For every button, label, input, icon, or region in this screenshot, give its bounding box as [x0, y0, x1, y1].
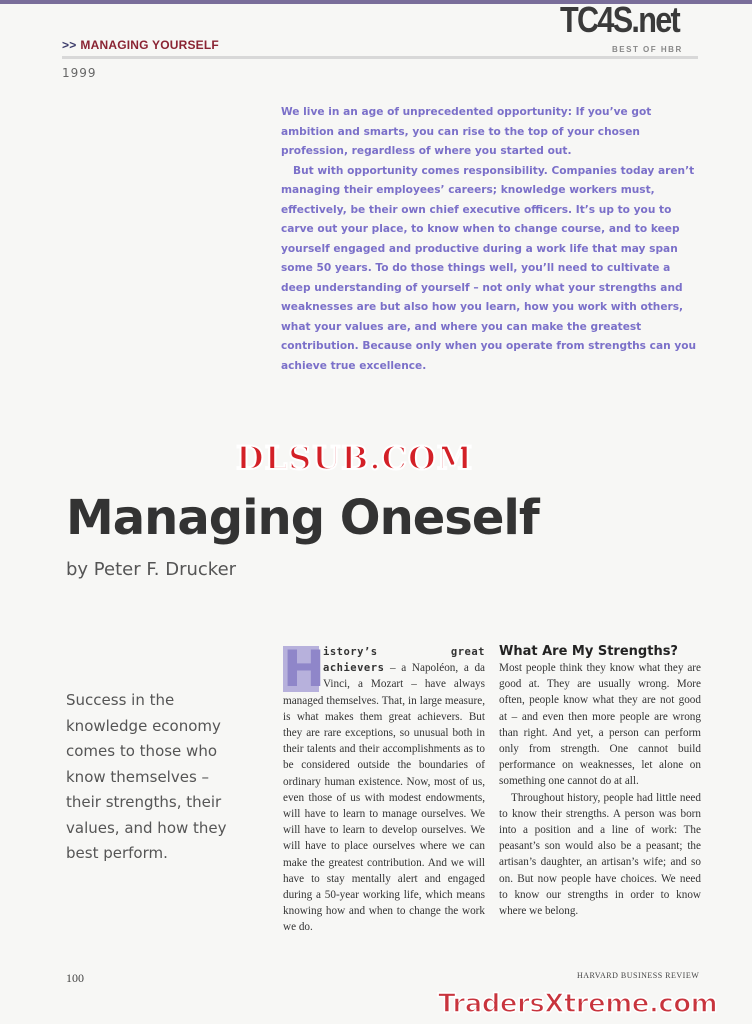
body-paragraph: Throughout history, people had little need to know their strengths. A person was born into a position and a line of work: The peasant’s son would also be a peasant; the artisan’s daughter, an artisan’s wife; and so on. But now people have choices. We need to know our strengths in order to know where we belong.	[499, 791, 701, 918]
watermark-center: DLSUB.COM	[236, 439, 474, 477]
header-rule	[62, 56, 698, 59]
intro-deck	[281, 103, 701, 376]
page-number: 100	[66, 971, 84, 985]
drop-cap: H	[283, 640, 325, 698]
section-arrows: >>	[62, 38, 77, 52]
journal-name: HARVARD BUSINESS REVIEW	[577, 971, 700, 980]
section-title: MANAGING YOURSELF	[80, 38, 219, 52]
body-text: – a Napoléon, a da Vinci, a Mozart – have always managed themselves. That, in large measure, is what makes them great achievers. But they are rare exceptions, so unusual both in their talents and their accomplishments as to be considered outside the boundaries of ordinary human existence. Now, most of us, even those of us with modest endowments, will have to learn to manage ourselves. We will have to learn to develop ourselves. We will have to place ourselves where we can make the greatest contribution. And we will have to stay mentally alert and engaged during a 50-year working life, which means knowing how and when to change the work we do.	[283, 662, 485, 934]
article-title: Managing Oneself	[66, 490, 539, 546]
byline: by Peter F. Drucker	[66, 559, 237, 580]
publication-year: 1999	[62, 66, 97, 80]
pull-quote: Success in the knowledge economy comes to those who know themselves – their strengths, their values, and how they best perform.	[66, 691, 227, 862]
lead-in: istory’s great achievers	[323, 646, 485, 675]
body-column-2	[499, 644, 701, 919]
intro-paragraph: We live in an age of unprecedented opportunity: If you’ve got ambition and smarts, you can rise to the top of your chosen profession, regardless of where you started out.	[281, 106, 652, 157]
series-label: BEST OF HBR	[612, 45, 683, 54]
section-label	[62, 38, 219, 52]
watermark-bottom-right: TradersXtreme.com	[438, 989, 718, 1019]
subhead: What Are My Strengths?	[499, 644, 678, 659]
body-paragraph: Most people think they know what they are good at. They are usually wrong. More often, people know what they are not good at – and even then more people are wrong than right. And yet, a person can perform only from strength. One cannot build performance on weaknesses, let alone on something one cannot do at all.	[499, 662, 701, 788]
watermark-top-right: TC4S.net	[560, 0, 680, 40]
body-column-1	[283, 640, 485, 936]
intro-paragraph: But with opportunity comes responsibility. Companies today aren’t managing their employees’ careers; knowledge workers must, effectively, be their own chief executive officers. It’s up to you to carve out your place, to know when to change course, and to keep yourself engaged and productive during a work life that may span some 50 years. To do those things well, you’ll need to cultivate a deep understanding of yourself – not only what your strengths and weaknesses are but also how you learn, how you work with others, what your values are, and where you can make the greatest contribution. Because only when you operate from strengths can you achieve true excellence.	[281, 164, 697, 372]
